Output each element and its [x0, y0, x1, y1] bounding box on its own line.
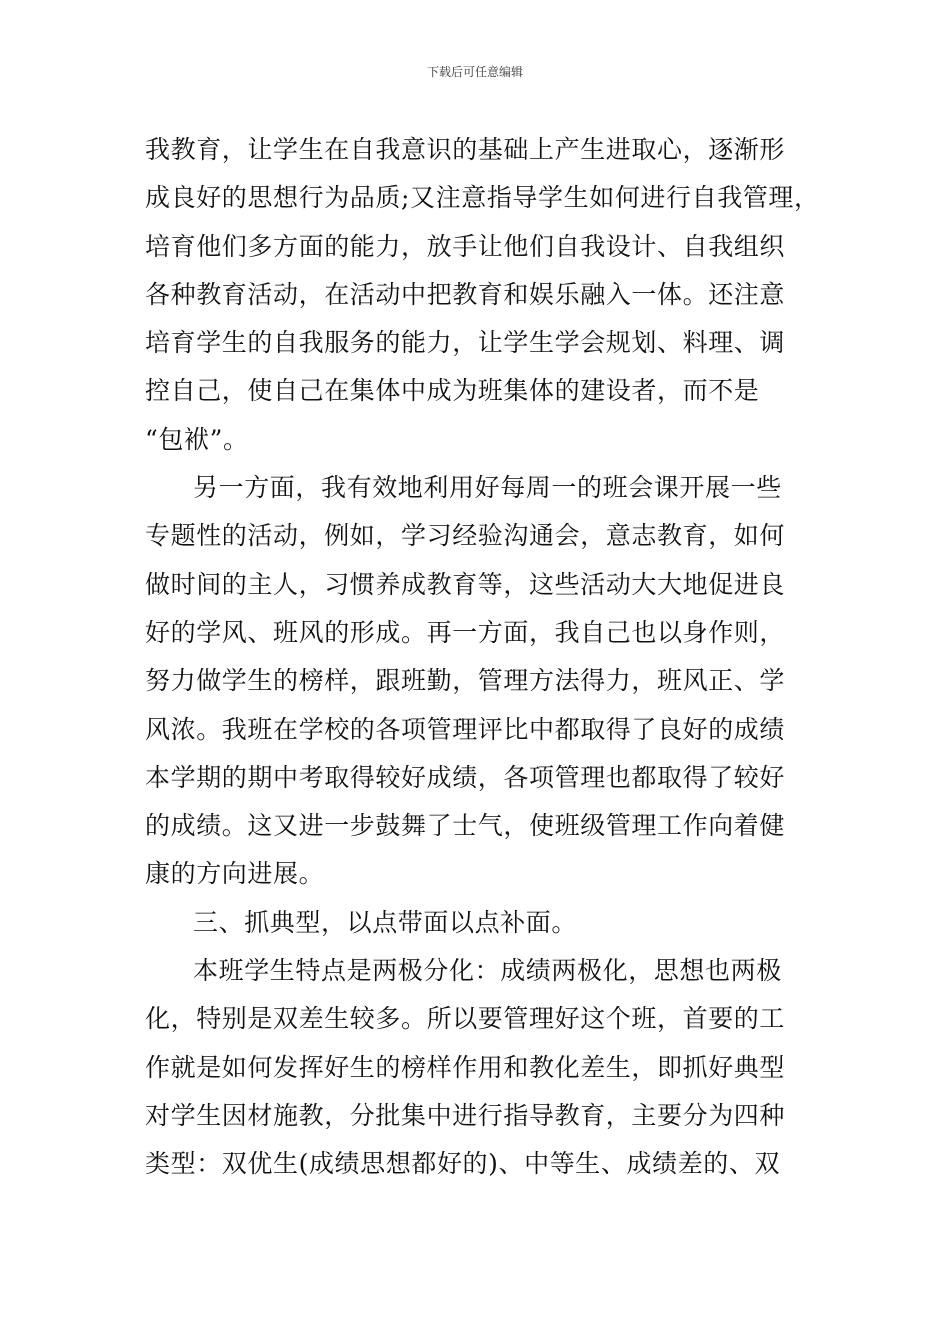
text-line: 努力做学生的榜样，跟班勤，管理方法得力，班风正、学	[145, 666, 786, 696]
text-line: 我教育，让学生在自我意识的基础上产生进取心，逐渐形	[145, 135, 786, 164]
text-line: 作就是如何发挥好生的榜样作用和教化差生，即抓好典型	[145, 1052, 786, 1082]
document-body	[145, 126, 825, 1189]
text-line: 做时间的主人，习惯养成教育等，这些活动大大地促进良	[145, 569, 786, 599]
section-heading: 三、抓典型，以点带面以点补面。	[193, 907, 578, 937]
text-line: 成良好的思想行为品质;又注意指导学生如何进行自我管理，	[145, 183, 820, 213]
text-line: 控自己，使自己在集体中成为班集体的建设者，而不是	[145, 376, 760, 406]
text-line: 培育他们多方面的能力，放手让他们自我设计、自我组织	[145, 231, 786, 261]
page-header: 下载后可任意编辑	[426, 65, 523, 79]
text-line: 各种教育活动，在活动中把教育和娱乐融入一体。还注意	[145, 279, 786, 309]
text-line: 化，特别是双差生较多。所以要管理好这个班，首要的工	[145, 1004, 786, 1034]
text-line: 对学生因材施教，分批集中进行指导教育，主要分为四种	[145, 1100, 786, 1130]
text-line: 本学期的期中考取得较好成绩，各项管理也都取得了较好	[145, 762, 786, 792]
text-line: 风浓。我班在学校的各项管理评比中都取得了良好的成绩	[145, 714, 786, 744]
text-line: 培育学生的自我服务的能力，让学生学会规划、料理、调	[145, 328, 786, 358]
text-line: 的成绩。这又进一步鼓舞了士气，使班级管理工作向着健	[145, 811, 786, 841]
paragraph-first-line: 本班学生特点是两极分化：成绩两极化，思想也两极	[193, 956, 782, 986]
text-line: 专题性的活动，例如，学习经验沟通会，意志教育，如何	[145, 521, 786, 551]
paragraph-first-line: 另一方面，我有效地利用好每周一的班会课开展一些	[193, 473, 782, 503]
text-line: “包袱”。	[145, 424, 249, 454]
text-line: 康的方向进展。	[145, 859, 325, 889]
text-line: 好的学风、班风的形成。再一方面，我自己也以身作则，	[145, 617, 786, 647]
text-line: 类型：双优生(成绩思想都好的)、中等生、成绩差的、双	[145, 1149, 781, 1179]
